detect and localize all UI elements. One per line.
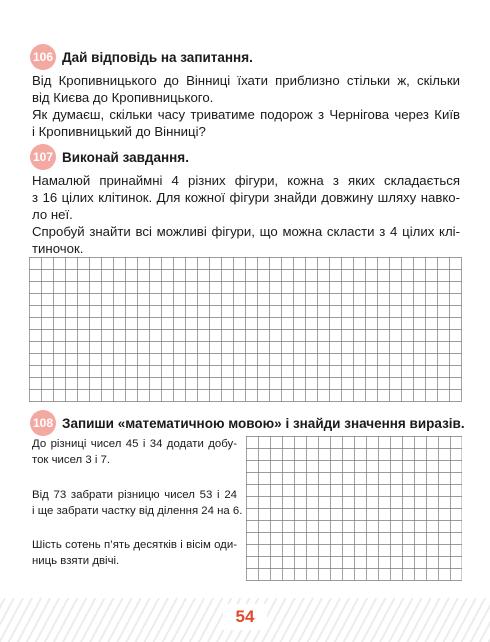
text-line: Від Кропивницького до Вінниці їхати приблизно стільки ж, скільки xyxy=(32,73,460,88)
text-line: Намалюй принаймні 4 різних фігури, кожна з яких складається xyxy=(32,173,460,188)
task-108-item-3 xyxy=(32,537,237,569)
task-108-item-2 xyxy=(32,487,243,519)
task-107-text xyxy=(32,172,460,257)
text-line: ло неї. xyxy=(32,207,73,222)
text-line: від Києва до Кропивницького. xyxy=(32,90,214,105)
squared-grid-small[interactable] xyxy=(246,436,462,581)
text-line: з 16 цілих клітинок. Для кожної фігури знайди довжину шляху навко- xyxy=(32,190,460,205)
task-107-header xyxy=(30,144,189,170)
text-line: До різниці чисел 45 і 34 додати добу- xyxy=(32,438,237,450)
task-106-text xyxy=(32,72,460,140)
text-line: Як думаєш, скільки часу триватиме подорож з Чернігова через Київ xyxy=(32,107,460,122)
text-line: ниць взяти двічі. xyxy=(32,555,120,567)
task-number-badge: 107 xyxy=(30,144,56,170)
text-line: тиночок. xyxy=(32,241,84,256)
grid-lines xyxy=(246,436,462,581)
text-line: Спробуй знайти всі можливі фігури, що можна скласти з 4 цілих клі- xyxy=(32,224,460,239)
task-title: Виконай завдання. xyxy=(62,149,189,165)
task-number-badge: 106 xyxy=(30,44,56,70)
task-108-header xyxy=(30,410,465,436)
task-title: Дай відповідь на запитання. xyxy=(62,49,253,65)
page-number: 54 xyxy=(223,604,267,630)
task-number-badge: 108 xyxy=(30,410,56,436)
text-line: і ще забрати частку від ділення 24 на 6. xyxy=(32,505,243,517)
grid-lines xyxy=(29,257,462,402)
text-line: Від 73 забрати різницю чисел 53 і 24 xyxy=(32,489,237,501)
text-line: Шість сотень п’ять десятків і вісім оди- xyxy=(32,539,237,551)
task-108-item-1 xyxy=(32,436,237,468)
text-line: і Кропивницький до Вінниці? xyxy=(32,124,206,139)
task-title: Запиши «математичною мовою» і знайди значення виразів. xyxy=(62,415,465,431)
squared-grid[interactable] xyxy=(29,257,462,402)
text-line: ток чисел 3 і 7. xyxy=(32,454,111,466)
task-106-header xyxy=(30,44,253,70)
